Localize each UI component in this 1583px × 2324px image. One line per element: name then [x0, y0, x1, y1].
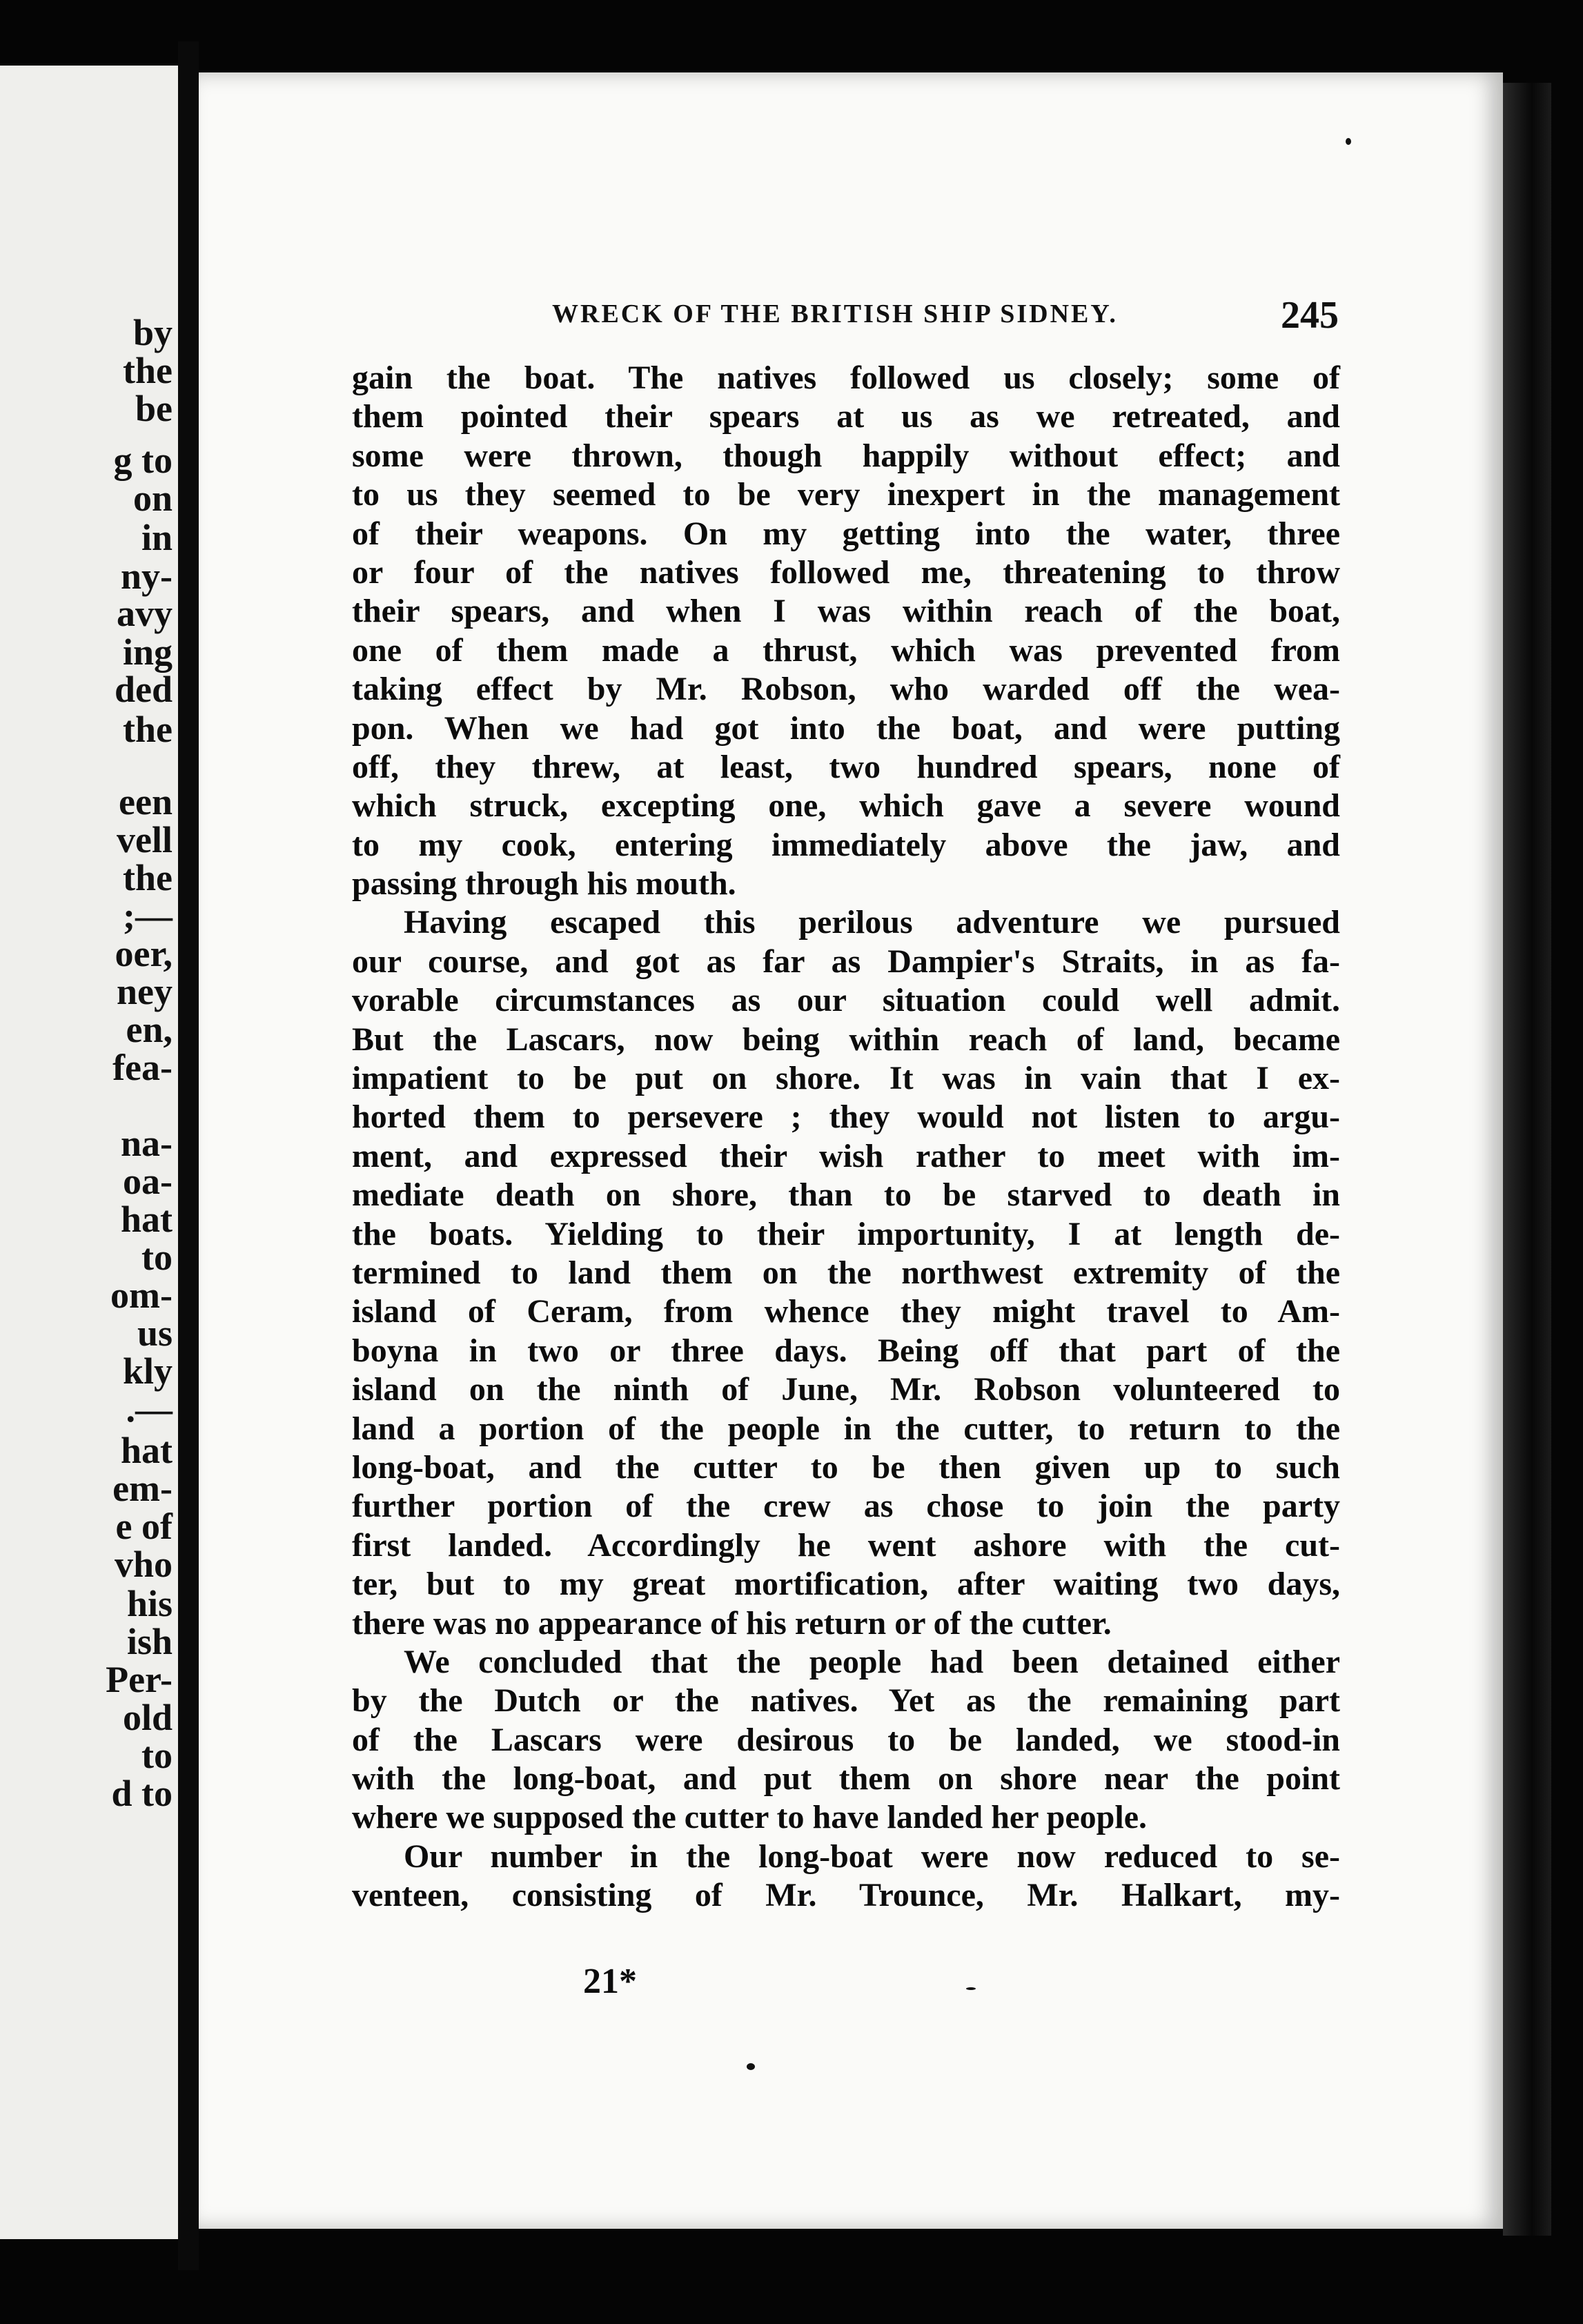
left-page-edge — [0, 66, 178, 2239]
text-line: by the Dutch or the natives. Yet as the remaining part — [352, 1682, 1340, 1720]
left-page-fragment: old — [122, 1697, 173, 1738]
left-page-fragment: ny- — [120, 555, 173, 597]
left-page-fragment: om- — [110, 1274, 173, 1316]
left-page-fragment: ing — [122, 631, 173, 673]
signature-mark: 21* — [583, 1962, 637, 2001]
page-header — [552, 293, 1339, 342]
left-page-fragment: the — [123, 857, 173, 898]
text-line: off, they threw, at least, two hundred spears, none of — [352, 748, 1340, 785]
text-line: land a portion of the people in the cutter, to return to the — [352, 1410, 1340, 1447]
left-page-fragment: na- — [120, 1123, 173, 1164]
text-line: taking effect by Mr. Robson, who warded off the wea- — [352, 671, 1340, 708]
text-line: ment, and expressed their wish rather to meet with im- — [352, 1137, 1340, 1174]
left-page-fragment: avy — [117, 593, 173, 634]
text-line: their spears, and when I was within reach of the boat, — [352, 593, 1340, 630]
left-page-fragment: vell — [117, 819, 173, 860]
left-page-fragment: ded — [114, 669, 173, 710]
left-page-fragment: fea- — [112, 1047, 173, 1088]
page-number: 245 — [1281, 294, 1339, 337]
left-page-fragment: be — [135, 388, 173, 429]
left-page-fragment: by — [132, 312, 173, 353]
page-edge-shadow — [1503, 83, 1551, 2236]
body-text — [352, 359, 1340, 1916]
text-line: where we supposed the cutter to have landed her people. — [352, 1799, 1147, 1836]
text-line: island of Ceram, from whence they might travel to Am- — [352, 1293, 1340, 1330]
left-page-fragment: en, — [126, 1009, 173, 1050]
left-page-fragment: Per- — [106, 1659, 173, 1700]
text-line: But the Lascars, now being within reach of land, became — [352, 1021, 1340, 1058]
left-page-fragment: een — [119, 781, 173, 823]
text-line: further portion of the crew as chose to join the party — [352, 1488, 1340, 1525]
text-line: one of them made a thrust, which was prevented from — [352, 631, 1340, 669]
text-line: vorable circumstances as our situation could well admit. — [352, 982, 1340, 1019]
left-page-fragment: hat — [120, 1430, 173, 1471]
text-line: horted them to persevere ; they would not listen to argu- — [352, 1099, 1340, 1136]
left-page-fragment: the — [123, 709, 173, 750]
left-page-fragment: oer, — [115, 933, 173, 974]
left-page-fragment: d to — [111, 1773, 173, 1814]
left-page-fragment: to — [141, 1735, 173, 1776]
text-line: Our number in the long-boat were now reduced to se- — [404, 1838, 1340, 1875]
speck — [1346, 138, 1351, 145]
left-page-fragment: ney — [117, 971, 173, 1012]
left-page-fragment: us — [137, 1312, 173, 1354]
text-line: or four of the natives followed me, threatening to throw — [352, 553, 1340, 591]
text-line: boyna in two or three days. Being off that part of the — [352, 1332, 1340, 1369]
left-page-fragment: his — [126, 1583, 173, 1624]
text-line: passing through his mouth. — [352, 865, 736, 903]
left-page-fragment: to — [141, 1237, 173, 1278]
text-line: pon. When we had got into the boat, and were putting — [352, 709, 1340, 747]
text-line: Having escaped this perilous adventure we pursued — [404, 904, 1340, 941]
text-line: impatient to be put on shore. It was in vain that I ex- — [352, 1060, 1340, 1097]
left-page-fragment: kly — [122, 1350, 173, 1392]
text-line: with the long-boat, and put them on shore near the point — [352, 1760, 1340, 1798]
text-line: long-boat, and the cutter to be then given up to such — [352, 1448, 1340, 1486]
left-page-fragment: in — [141, 517, 173, 558]
left-page-fragment: hat — [120, 1199, 173, 1240]
text-line: to my cook, entering immediately above the jaw, and — [352, 826, 1340, 863]
text-line: mediate death on shore, than to be starved to death in — [352, 1176, 1340, 1214]
left-page-fragment: g to — [113, 440, 173, 481]
text-line: our course, and got as far as Dampier's Straits, in as fa- — [352, 943, 1340, 980]
left-page-fragment: oa- — [123, 1161, 173, 1202]
text-line: them pointed their spears at us as we retreated, and — [352, 398, 1340, 435]
left-page-fragment: e of — [115, 1506, 173, 1547]
speck — [966, 1987, 976, 1990]
text-line: which struck, excepting one, which gave a severe wound — [352, 787, 1340, 825]
left-page-fragment: the — [123, 350, 173, 391]
left-page-fragment: ish — [126, 1621, 173, 1662]
text-line: some were thrown, though happily without effect; and — [352, 437, 1340, 474]
text-line: venteen, consisting of Mr. Trounce, Mr. Halkart, my- — [352, 1877, 1340, 1914]
text-line: there was no appearance of his return or of the cutter. — [352, 1604, 1112, 1642]
text-line: of the Lascars were desirous to be landed, we stood-in — [352, 1721, 1340, 1758]
left-page-fragment: on — [132, 477, 173, 519]
text-line: the boats. Yielding to their importunity, I at length de- — [352, 1215, 1340, 1252]
left-page-fragment: .— — [126, 1388, 173, 1430]
text-line: gain the boat. The natives followed us closely; some of — [352, 360, 1340, 396]
text-line: termined to land them on the northwest extremity of the — [352, 1254, 1340, 1291]
running-head: WRECK OF THE BRITISH SHIP SIDNEY. — [552, 299, 1118, 328]
book-gutter — [178, 41, 199, 2270]
text-line: of their weapons. On my getting into the water, three — [352, 515, 1340, 552]
text-line: to us they seemed to be very inexpert in the management — [352, 476, 1340, 513]
text-line: island on the ninth of June, Mr. Robson volunteered to — [352, 1371, 1340, 1408]
left-page-fragment: em- — [112, 1468, 173, 1509]
text-line: We concluded that the people had been detained either — [404, 1643, 1340, 1680]
text-line: ter, but to my great mortification, after waiting two days, — [352, 1566, 1340, 1603]
text-line: first landed. Accordingly he went ashore with the cut- — [352, 1526, 1340, 1564]
left-page-fragment: vho — [114, 1544, 173, 1585]
left-page-fragment: ;— — [123, 895, 173, 936]
speck — [747, 2063, 755, 2070]
